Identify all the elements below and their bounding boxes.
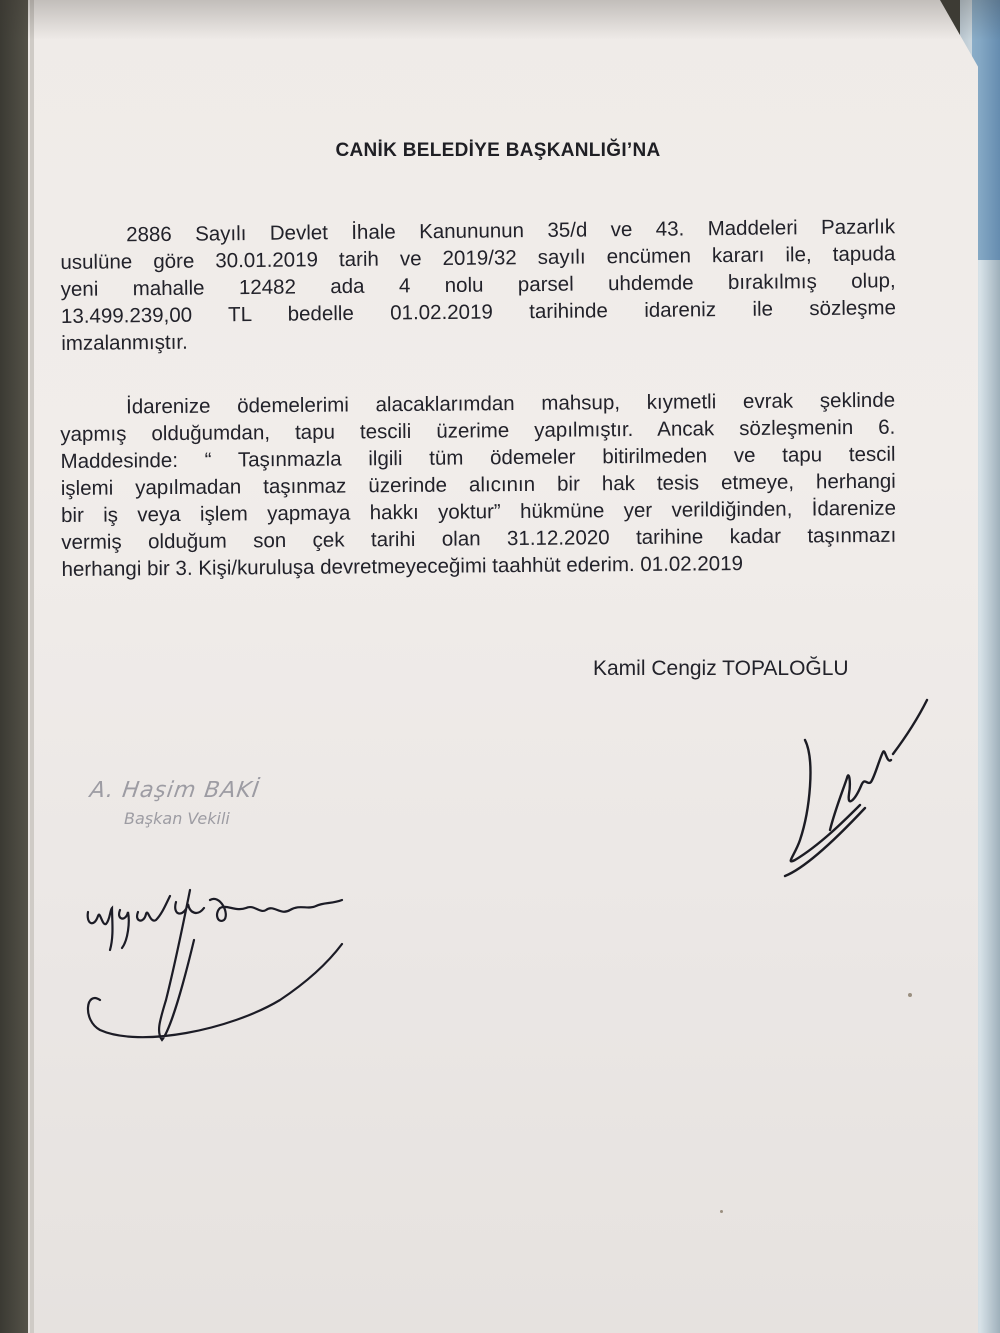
signer-name: Kamil Cengiz TOPALOĞLU <box>593 657 849 680</box>
paragraph-2 <box>60 387 897 583</box>
paper-speck <box>908 993 912 997</box>
paragraph-line: yeni mahalle 12482 ada 4 nolu parsel uhdemde bırakılmış olup, <box>60 269 896 301</box>
paragraph-line: Maddesinde: “ Taşınmazla ilgili tüm ödemeler bitirilmeden ve tapu tescil <box>60 442 896 473</box>
letter <box>60 0 900 1333</box>
paragraph-line: bir iş veya işlem yapmaya hakkı yoktur” hükmüne yer verildiğinden, İdarenize <box>60 496 897 527</box>
letter-title: CANİK BELEDİYE BAŞKANLIĞI’NA <box>335 140 661 161</box>
paragraph-line: İdarenize ödemelerimi alacaklarımdan mahsup, kıymetli evrak şeklinde <box>126 388 896 419</box>
official-stamp <box>90 778 330 828</box>
page-edge <box>30 0 34 1333</box>
stamp-role: Başkan Vekili <box>124 809 230 828</box>
paragraph-line: vermiş olduğum son çek tarihi olan 31.12.2020 tarihine kadar taşınmazı <box>61 523 897 554</box>
paragraph-line: 13.499.239,00 TL bedelle 01.02.2019 tarihinde idareniz ile sözleşme <box>60 296 897 328</box>
stamp-name: A. Haşim BAKİ <box>88 778 262 803</box>
paragraph-1 <box>60 213 896 357</box>
paragraph-line: yapmış olduğumdan, tapu tescili üzerime yapılmıştır. Ancak sözleşmenin 6. <box>60 415 896 446</box>
paragraph-line: 2886 Sayılı Devlet İhale Kanununun 35/d ve 43. Maddeleri Pazarlık <box>126 215 896 247</box>
paragraph-line: usulüne göre 30.01.2019 tarih ve 2019/32 sayılı encümen kararı ile, tapuda <box>60 242 896 274</box>
paragraph-line: imzalanmıştır. <box>61 330 188 355</box>
paragraph-line: herhangi bir 3. Kişi/kuruluşa devretmeyeceğimi taahhüt ederim. 01.02.2019 <box>61 552 744 581</box>
signature-uygundur <box>80 880 370 1050</box>
paragraph-line: işlemi yapılmadan taşınmaz üzerinde alıcının bir hak tesis etmeye, herhangi <box>60 469 896 500</box>
signature-topaloglu <box>775 690 935 880</box>
paper-speck <box>720 1210 723 1213</box>
